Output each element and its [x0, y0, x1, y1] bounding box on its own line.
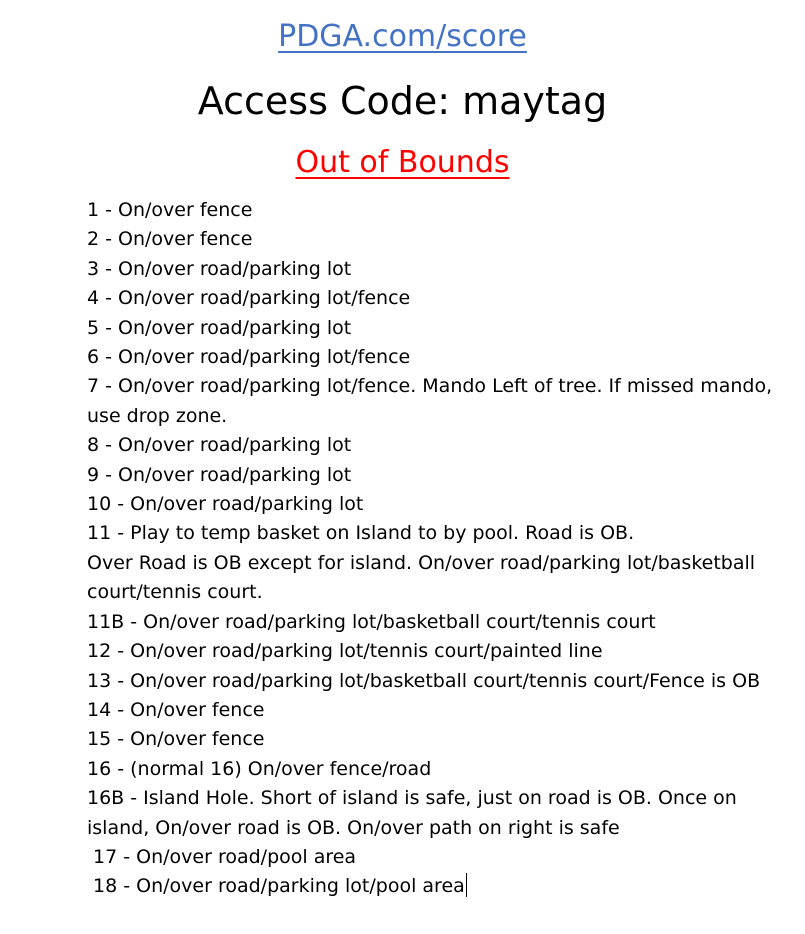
rule-text: 9 - On/over road/parking lot	[87, 463, 352, 486]
rule-text: 10 - On/over road/parking lot	[87, 493, 364, 516]
rule-line-18	[87, 872, 777, 901]
rule-line-13	[87, 667, 777, 696]
rule-line-1	[87, 196, 777, 225]
rule-line-6	[87, 343, 777, 372]
rule-text: 15 - On/over fence	[87, 728, 265, 751]
access-code-heading: Access Code: maytag	[197, 79, 608, 123]
rule-line-8	[87, 431, 777, 460]
rule-text: 14 - On/over fence	[87, 698, 265, 721]
rule-text: 6 - On/over road/parking lot/fence	[87, 346, 411, 369]
rule-line-3	[87, 255, 777, 284]
rule-line-11	[87, 519, 777, 548]
text-cursor	[466, 873, 467, 897]
rule-text: 11B - On/over road/parking lot/basketball court/tennis court	[87, 610, 656, 633]
rule-line-11b	[87, 608, 777, 637]
out-of-bounds-heading: Out of Bounds	[295, 145, 510, 180]
rule-line-10	[87, 490, 777, 519]
rule-line-16b	[87, 784, 777, 843]
rule-line-7	[87, 372, 777, 431]
rule-text: 3 - On/over road/parking lot	[87, 257, 352, 280]
rule-line-15	[87, 725, 777, 754]
rule-line-4	[87, 284, 777, 313]
rule-line-5	[87, 314, 777, 343]
rule-text: 16B - Island Hole. Short of island is safe, just on road is OB. Once on island, On/over road is OB. On/over path on right is safe	[87, 787, 737, 839]
rule-text: 17 - On/over road/pool area	[87, 845, 357, 868]
rule-text: 13 - On/over road/parking lot/basketball court/tennis court/Fence is OB	[87, 669, 761, 692]
rule-line-9	[87, 461, 777, 490]
rule-text: 5 - On/over road/parking lot	[87, 316, 352, 339]
rule-line-12	[87, 637, 777, 666]
rule-text: 2 - On/over fence	[87, 228, 253, 251]
rule-line-2	[87, 225, 777, 254]
rule-text: 16 - (normal 16) On/over fence/road	[87, 757, 432, 780]
pdga-score-link[interactable]: PDGA.com/score	[278, 19, 527, 54]
rule-text: 1 - On/over fence	[87, 199, 253, 221]
rule-text: Over Road is OB except for island. On/over road/parking lot/basketball court/tennis court.	[87, 551, 756, 604]
rule-text: 11 - Play to temp basket on Island to by pool. Road is OB.	[87, 522, 635, 545]
rule-line-14	[87, 696, 777, 725]
rule-text: 7 - On/over road/parking lot/fence. Mando Left of tree. If missed mando, use drop zone.	[87, 375, 773, 427]
rule-line-11-cont	[87, 549, 777, 608]
ob-rules-list	[87, 196, 777, 902]
rule-text: 4 - On/over road/parking lot/fence	[87, 287, 411, 310]
rule-text: 18 - On/over road/parking lot/pool area	[87, 875, 465, 898]
rule-line-17	[87, 843, 777, 872]
rule-line-16	[87, 755, 777, 784]
rule-text: 12 - On/over road/parking lot/tennis court/painted line	[87, 640, 603, 663]
rule-text: 8 - On/over road/parking lot	[87, 434, 352, 457]
